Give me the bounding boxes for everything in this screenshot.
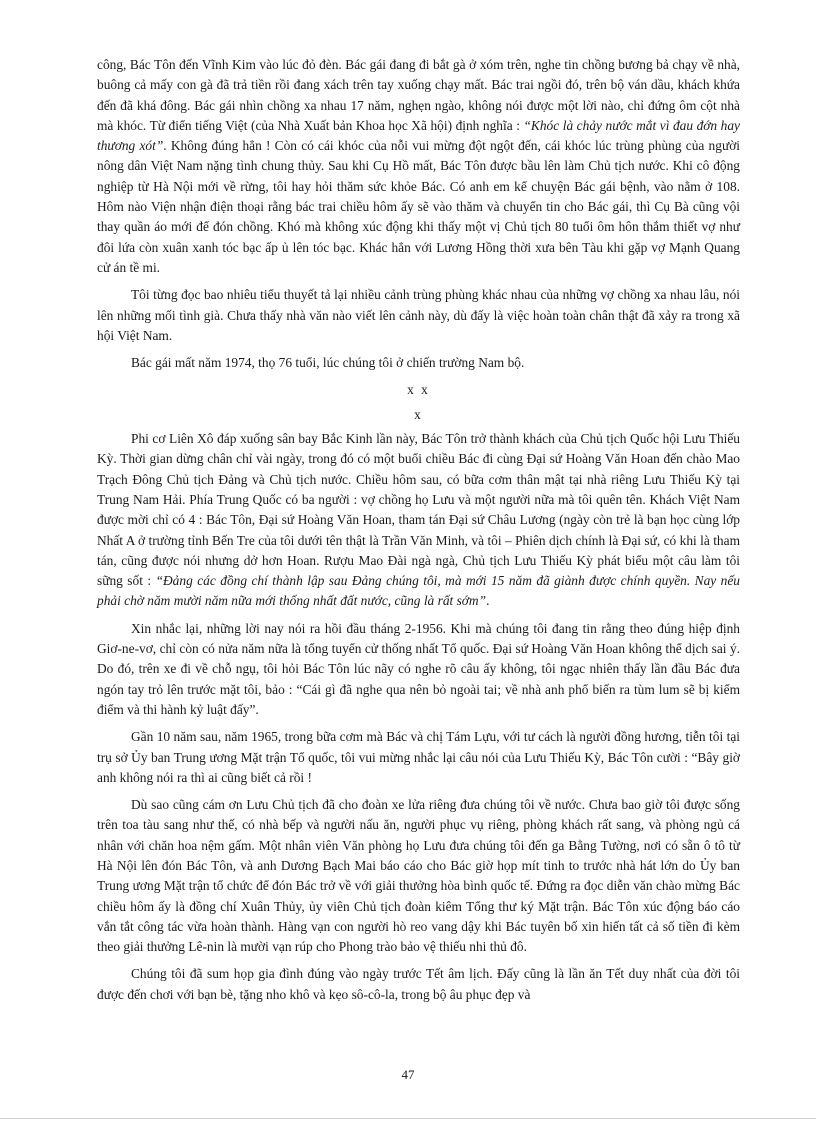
paragraph-2: Tôi từng đọc bao nhiêu tiểu thuyết tả lại nhiều cảnh trùng phùng khác nhau của những vợ chồng xa nhau lâu, nói lên những mối tình già. Chưa thấy nhà văn nào viết lên cảnh này, dù đấy là việc hoàn toàn chân thật đã xảy ra trong xã hội Việt Nam. [97,287,740,343]
section-separator-bottom: x [414,406,423,422]
paragraph-7: Dù sao cũng cám ơn Lưu Chủ tịch đã cho đoàn xe lửa riêng đưa chúng tôi về nước. Chưa bao giờ tôi được sống trên toa tàu sang như thế, có nhà bếp và người nấu ăn, người phục vụ riêng, phòng khách rất sang, và phòng ngủ cá nhân với chăn hoa nệm gấm. Một nhân viên Văn phòng họ Lưu đưa chúng tôi đến ga Bằng Tường, nơi có sẵn ô tô từ Hà Nội lên đón Bác Tôn, và anh Dương Bạch Mai báo cáo cho Bác giờ họp mít tinh to trước nhà hát lớn do Ủy ban Trung ương Mặt trận tổ chức để đón Bác trở về với giải thưởng hòa bình quốc tế. Đứng ra đọc diễn văn chào mừng Bác chiều hôm ấy là đồng chí Xuân Thủy, ủy viên Chủ tịch đoàn kiêm Tổng thư ký Mặt trận. Bác Tôn xúc động báo cáo vắn tắt công tác vừa hoàn thành. Hàng vạn con người hò reo vang dậy khi Bác tuyên bố xin hiến tất cả số tiền đi kèm theo giải thưởng Lê-nin là mười vạn rúp cho Phong trào bảo vệ thiếu nhi thủ đô. [97,797,740,955]
paragraph-6: Gần 10 năm sau, năm 1965, trong bữa cơm mà Bác và chị Tám Lựu, với tư cách là người đồng hương, tiễn tôi tại trụ sở Ủy ban Trung ương Mặt trận Tổ quốc, tôi vui mừng nhắc lại câu nói của Lưu Thiếu Kỳ, Bác Tôn cười : “Bây giờ anh không nói ra thì ai cũng biết cả rồi ! [97,729,740,785]
paragraph-5: Xin nhắc lại, những lời nay nói ra hồi đầu tháng 2-1956. Khi mà chúng tôi đang tin rằng theo đúng hiệp định Giơ-ne-vơ, chỉ còn có nửa năm nữa là tổng tuyển cử thống nhất Tổ quốc. Đại sứ Hoàng Văn Hoan không thể dịch sai ý. Do đó, trên xe đi về chỗ ngụ, tôi hỏi Bác Tôn lúc nãy có nghe rõ câu ấy không, tôi ngạc nhiên thấy lần đầu Bác đưa ngón tay trỏ lên trước mặt tôi, bảo : “Cái gì đã nghe qua nên bỏ ngoài tai; về nhà anh phổ biến ra tùm lum sẽ bị kiểm điểm và thi hành kỷ luật đấy”. [97,620,740,717]
paragraph-text: công, Bác Tôn đến Vĩnh Kim vào lúc đỏ đèn. Bác gái đang đi bắt gà ở xóm trên, nghe tin chồng bương bả chạy về nhà, buông cả mấy con gà đã trả tiền rồi đang xách trên tay xuống chạy mất. Bác trai ngồi đó, trên bộ ván dầu, khách khứa đến đã khá đông. Bác gái nhìn chồng xa nhau 17 năm, nghẹn ngào, không nói được một lời nào, chỉ đứng ôm cột nhà mà khóc. Từ điển tiếng Việt (của Nhà Xuất bản Khoa học Xã hội) định nghĩa : [97,57,740,133]
liu-quote: “Đảng các đồng chí thành lập sau Đảng chúng tôi, mà mới 15 năm đã giành được chính quyền. Nay nếu phải chờ năm mười năm nữa mới thống nhất đất nước, cũng là rất sớm” [97,573,740,609]
page-number: 47 [401,1067,415,1082]
paragraph-3: Bác gái mất năm 1974, thọ 76 tuổi, lúc chúng tôi ở chiến trường Nam bộ. [131,355,525,371]
paragraph-text: . Không đúng hẳn ! Còn có cái khóc của nỗi vui mừng đột ngột đến, cái khóc lúc trùng phùng của người nông dân Việt Nam nặng tình chung thủy. Sau khi Cụ Hồ mất, Bác Tôn được bầu lên làm Chủ tịch nước. Khi cô động nghiệp từ Hà Nội mới về rừng, tôi hay hỏi thăm sức khỏe Bác. Có anh em kể chuyện Bác gái bệnh, vào nằm ở 108. Hôm nào Viện nhận điện thoại rằng bác trai chiều hôm ấy sẽ vào thăm và chuyển tin cho Bác gái, thì Cụ Bà cũng vội thay quần áo mới để đón chồng. Khó mà không xúc động khi thấy một vị Chủ tịch 80 tuổi ôm hôn thắm thiết vợ như đôi lứa còn xuân xanh tóc bạc ấp ủ lên tóc bạc. Khác hẳn với Lương Hồng thời xưa bên Tàu khi gặp vợ Mạnh Quang cử án tề mi. [97,138,740,275]
page-bottom-rule [0,1118,816,1119]
paragraph-text: . [486,593,490,609]
paragraph-text: Phi cơ Liên Xô đáp xuống sân bay Bắc Kinh lần này, Bác Tôn trở thành khách của Chủ tịch Quốc hội Lưu Thiếu Kỳ. Thời gian dừng chân chỉ vài ngày, trong đó có một buổi chiều Bác đi cùng Đại sứ Hoàng Văn Hoan đến chào Mao Trạch Đông Chủ tịch Đảng và Chủ tịch nước. Chiều hôm sau, có bữa cơm thân mật tại nhà riêng Lưu Thiếu Kỳ tại Trung Nam Hải. Phía Trung Quốc có ba người : vợ chồng họ Lưu và một người nữa mà tôi quên tên. Khách Việt Nam được mời chỉ có 4 : Bác Tôn, Đại sứ Hoàng Văn Hoan, tham tán Đại sứ Châu Lương (ngày còn trẻ là bạn học cùng lớp Nhất A ở trường tỉnh Bến Tre của tôi dưới tên thật là Trần Văn Minh, và tôi – Phiên dịch chính là Đại sứ, có khi là tham tán, cũng được nói nhưng dở hơn Hoan. Rượu Mao Đài ngà ngà, Chủ tịch Lưu Thiếu Kỳ phát biểu một câu làm tôi sững sốt : [97,431,740,589]
section-separator-top: x x [407,382,430,398]
page-body [97,55,740,1012]
paragraph-8: Chúng tôi đã sum họp gia đình đúng vào ngày trước Tết âm lịch. Đấy cũng là lần ăn Tết duy nhất của đời tôi được đến chơi với bạn bè, tặng nho khô và kẹo sô-cô-la, trong bộ âu phục đẹp và [97,966,740,1002]
paragraph-4 [97,429,740,612]
dictionary-quote: “Khóc là chảy nước mắt vì đau đớn hay thương xót” [97,117,740,154]
paragraph-1 [97,55,740,278]
